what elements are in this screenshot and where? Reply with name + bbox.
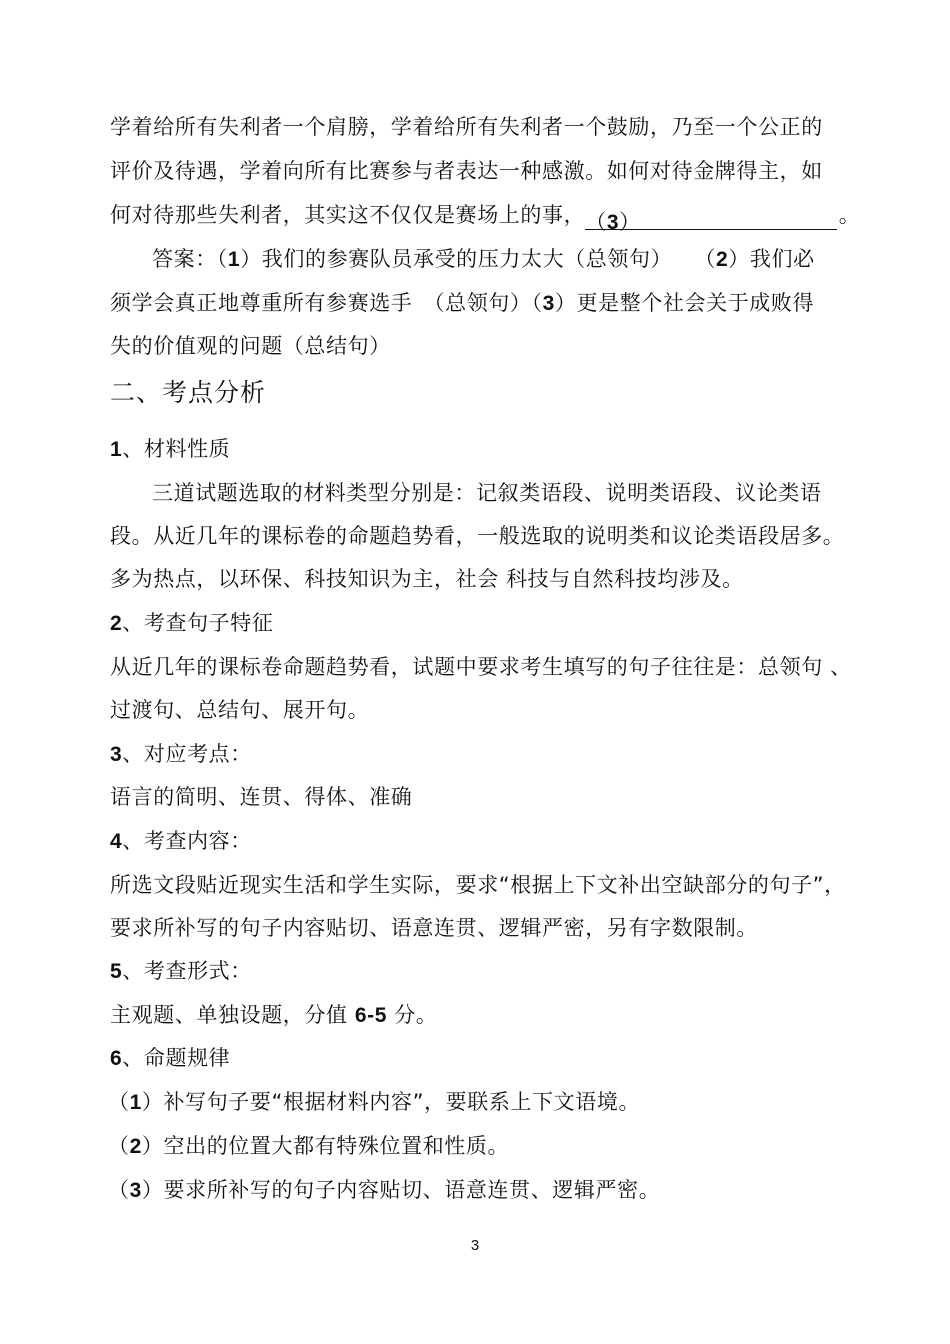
answer-text-1: ）我们的参赛队员承受的压力太大（总领句） （: [240, 247, 716, 271]
fill-blank-3: [585, 207, 837, 234]
form-score: 6-5: [354, 1004, 388, 1027]
item-title: 、材料性质: [122, 437, 231, 461]
rule-open-paren: （: [108, 1134, 130, 1158]
answer-num-2: 2: [716, 248, 729, 271]
features-line-2: 过渡句、总结句、展开句。: [110, 698, 370, 722]
form-line-1: [110, 1000, 438, 1031]
material-line-2: 段。从近几年的课标卷的命题趋势看，一般选取的说明类和议论类语段居多。: [110, 524, 845, 548]
rule-item-1: [108, 1087, 640, 1118]
answer-num-3: 3: [542, 292, 555, 315]
rule-number: 1: [129, 1091, 142, 1114]
item-number: 6: [110, 1047, 123, 1070]
section-title: 二、考点分析: [110, 378, 267, 407]
rule-open-paren: （: [108, 1090, 130, 1114]
content-line-2: 要求所补写的句子内容贴切、语意连贯、逻辑严密，另有字数限制。: [110, 916, 758, 940]
answer-line-3: 失的价值观的问题（总结句）: [110, 334, 391, 358]
item-number: 1: [110, 438, 123, 461]
item-heading-6: [110, 1043, 230, 1074]
blank-number: 3: [606, 211, 620, 234]
rule-open-paren: （: [108, 1178, 130, 1202]
rule-number: 2: [129, 1135, 142, 1158]
item-title: 、考查形式：: [122, 959, 252, 983]
material-line-1: 三道试题选取的材料类型分别是：记叙类语段、说明类语段、议论类语: [152, 481, 822, 505]
item-title: 、考查内容：: [122, 829, 252, 853]
answer-text-2: ）我们必: [728, 247, 815, 271]
answer-line-2: [110, 288, 814, 319]
form-prefix: 主观题、单独设题，分值: [110, 1003, 355, 1027]
intro-line-3-end: 。: [838, 203, 861, 227]
blank-open-paren: （: [585, 210, 607, 234]
item-heading-2: [110, 608, 273, 639]
points-line-1: 语言的简明、连贯、得体、准确: [110, 785, 413, 809]
page-number: 3: [470, 1237, 480, 1254]
material-line-3: 多为热点，以环保、科技知识为主，社会 科技与自然科技均涉及。: [110, 567, 744, 591]
item-number: 3: [110, 743, 123, 766]
item-heading-1: [110, 434, 230, 465]
item-title: 、对应考点：: [122, 742, 252, 766]
rule-text: ）补写句子要“根据材料内容”，要联系上下文语境。: [141, 1090, 641, 1114]
rule-number: 3: [129, 1179, 142, 1202]
rule-text: ）空出的位置大都有特殊位置和性质。: [141, 1134, 510, 1158]
intro-line-2: 评价及待遇，学着向所有比赛参与者表达一种感激。如何对待金牌得主，如: [110, 159, 823, 183]
item-number: 2: [110, 612, 123, 635]
item-title: 、命题规律: [122, 1046, 231, 1070]
item-title: 、考查句子特征: [122, 611, 274, 635]
item-number: 4: [110, 830, 123, 853]
answer-text-3: 须学会真正地尊重所有参赛选手 （总领句）（: [110, 291, 543, 315]
rule-item-3: [108, 1175, 660, 1206]
answer-label: 答案：（: [152, 247, 228, 271]
blank-close-paren: ）: [619, 210, 641, 234]
form-suffix: 分。: [387, 1003, 438, 1027]
rule-item-2: [108, 1131, 509, 1162]
answer-num-1: 1: [227, 248, 241, 271]
intro-line-1: 学着给所有失利者一个肩膀，学着给所有失利者一个鼓励，乃至一个公正的: [110, 115, 823, 139]
answer-line-1: [152, 244, 815, 275]
item-heading-3: [110, 739, 252, 770]
intro-line-3-text: 何对待那些失利者，其实这不仅仅是赛场上的事，: [110, 203, 586, 227]
item-heading-5: [110, 956, 252, 987]
item-number: 5: [110, 960, 123, 983]
rule-text: ）要求所补写的句子内容贴切、语意连贯、逻辑严密。: [141, 1178, 661, 1202]
intro-line-3: [110, 200, 861, 234]
answer-text-4: ）更是整个社会关于成败得: [554, 291, 815, 315]
features-line-1: 从近几年的课标卷命题趋势看，试题中要求考生填写的句子往往是：总领句 、: [110, 655, 852, 679]
content-line-1: 所选文段贴近现实生活和学生实际，要求“根据上下文补出空缺部分的句子”，: [110, 873, 846, 897]
item-heading-4: [110, 826, 252, 857]
